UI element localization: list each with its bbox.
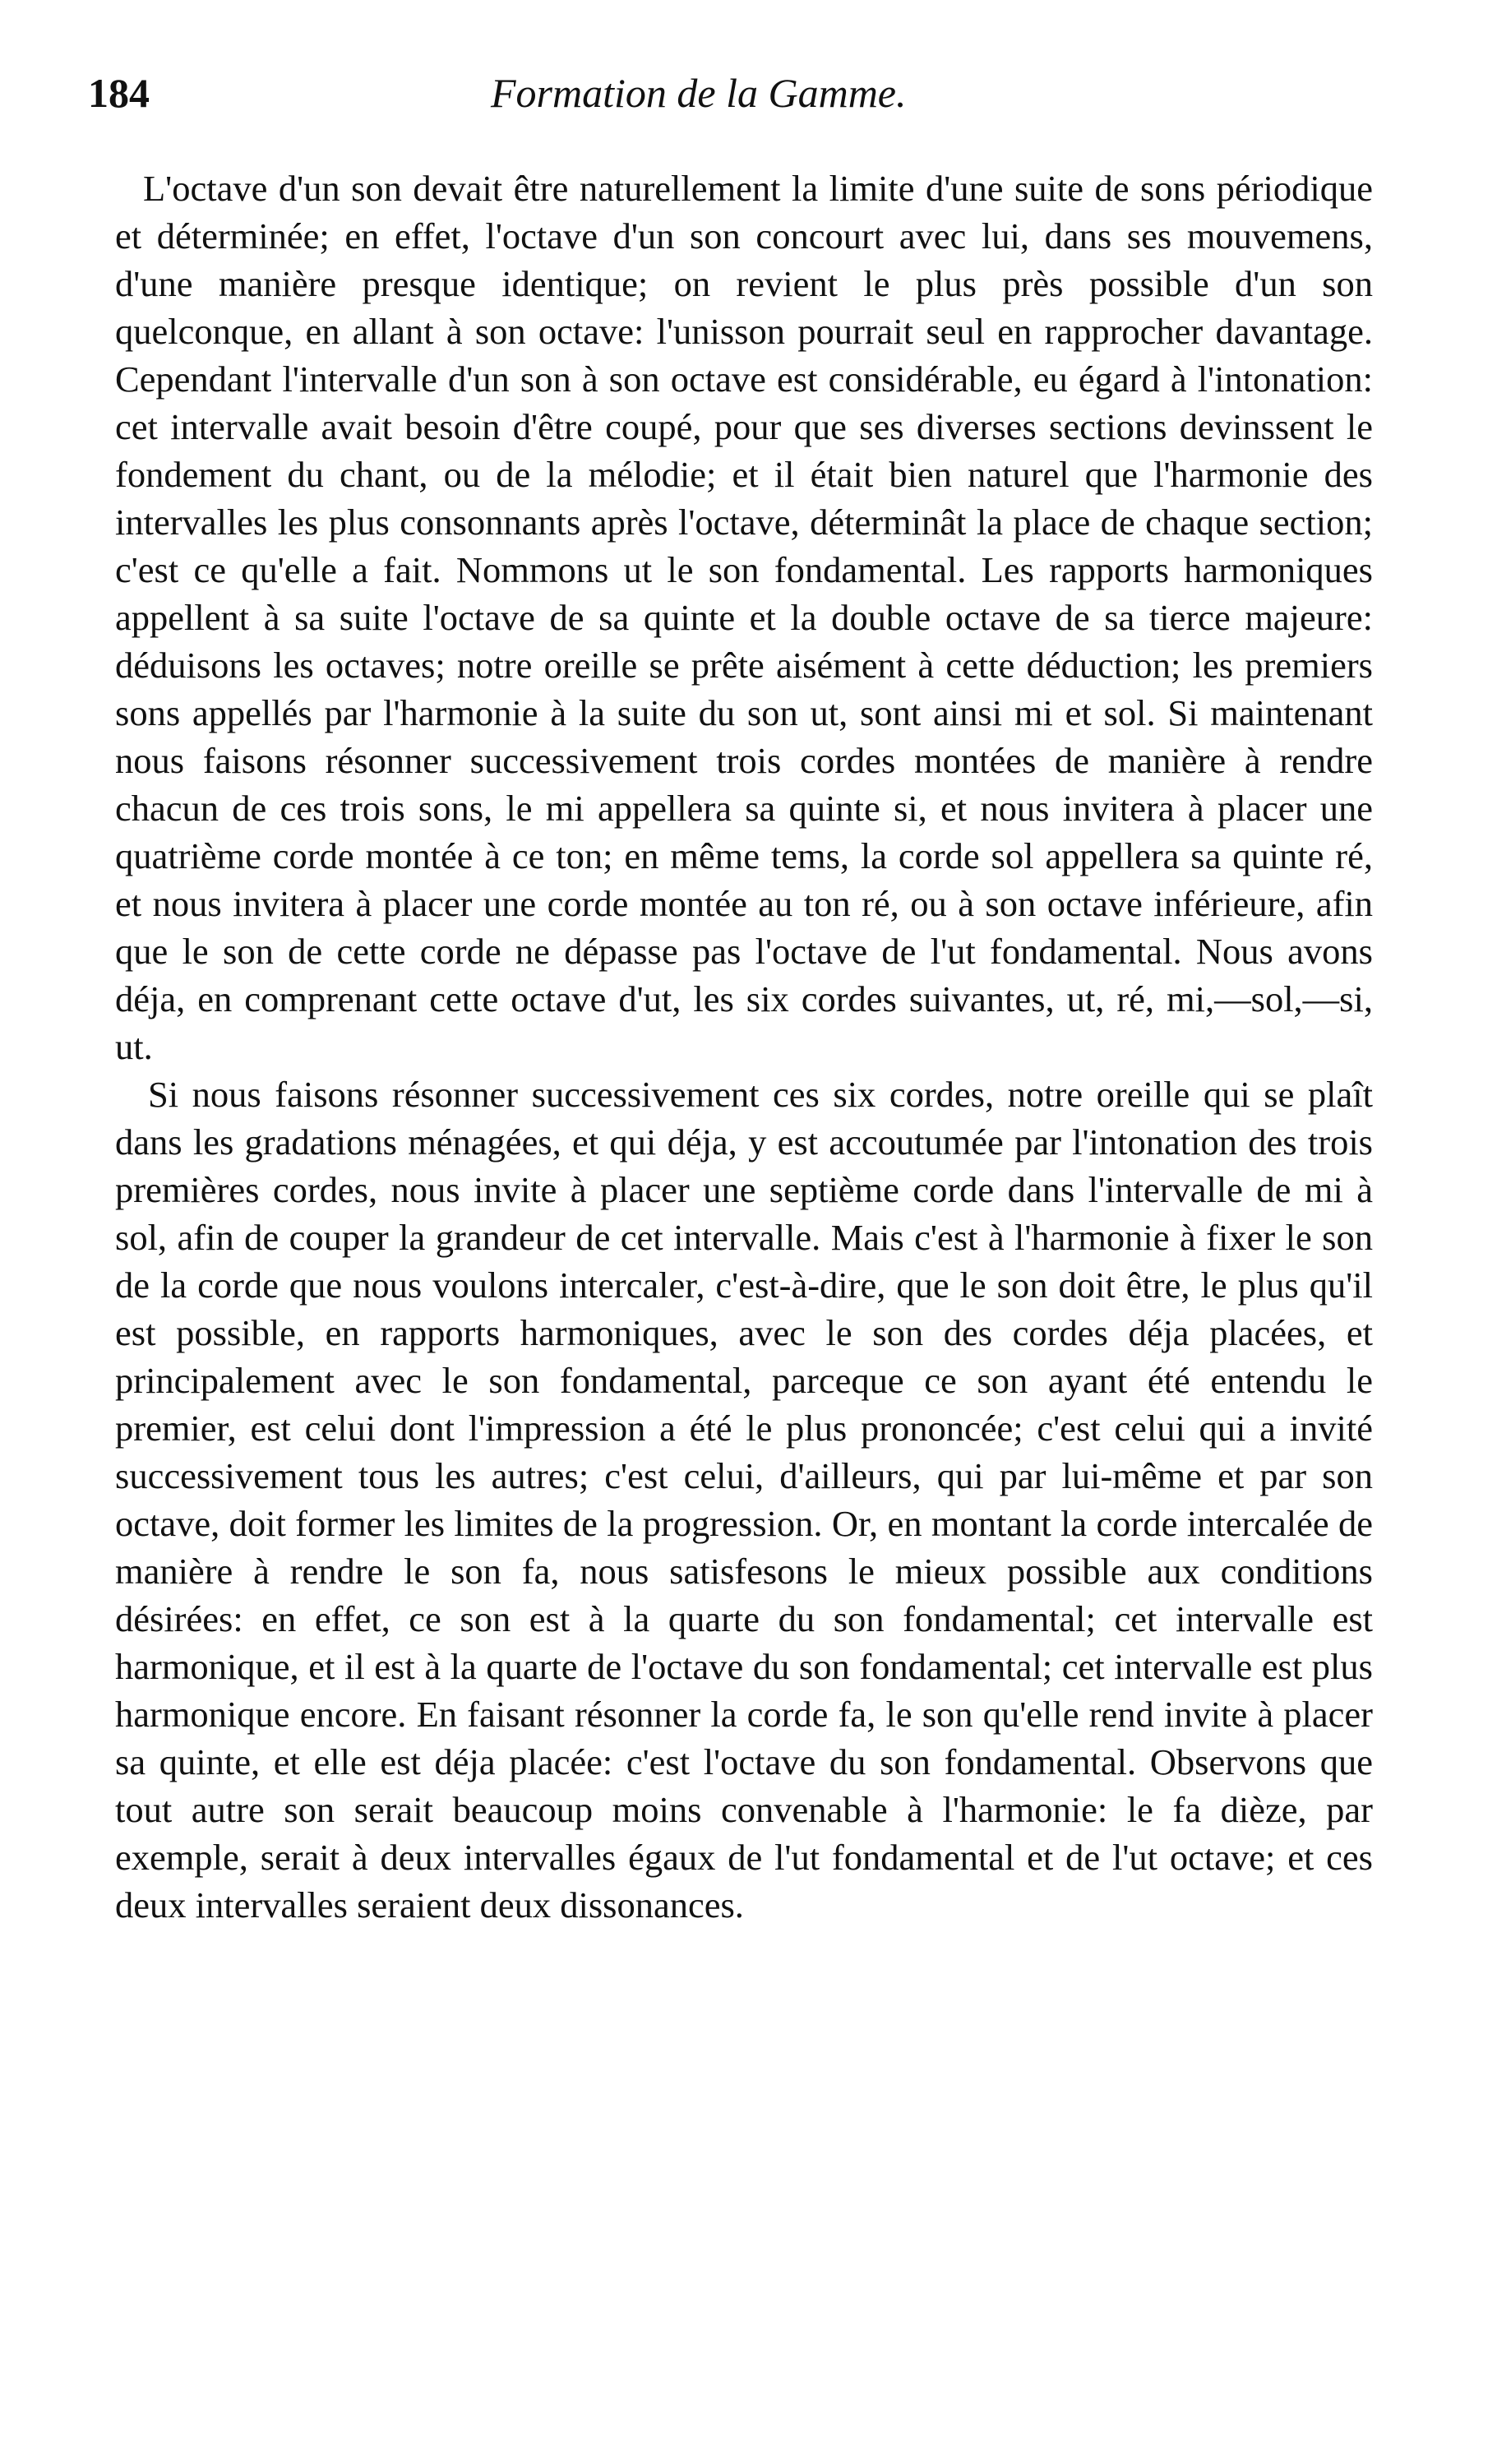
paragraph-1: L'octave d'un son devait être naturellement la limite d'une suite de sons périodique et déterminée; en effet, l'octave d'un son concourt avec lui, dans ses mouvemens, d'une manière presque identique; on revient le plus près possible d'un son quelconque, en allant à son octave: l'unisson pourrait seul en rapprocher davantage. Cependant l'intervalle d'un son à son octave est considérable, eu égard à l'intonation: cet intervalle avait besoin d'être coupé, pour que ses diverses sections devinssent le fondement du chant, ou de la mélodie; et il était bien naturel que l'harmonie des intervalles les plus consonnants après l'octave, déterminât la place de chaque section; c'est ce qu'elle a fait. Nommons ut le son fondamental. Les rapports harmoniques appellent à sa suite l'octave de sa quinte et la double octave de sa tierce majeure: déduisons les octaves; notre oreille se prête aisément à cette déduction; les premiers sons appellés par l'harmonie à la suite du son ut, sont ainsi mi et sol. Si maintenant nous faisons résonner successivement trois cordes montées de manière à rendre chacun de ces trois sons, le mi appellera sa quinte si, et nous invitera à placer une quatrième corde montée à ce ton; en même tems, la corde sol appellera sa quinte ré, et nous invitera à placer une corde montée au ton ré, ou à son octave inférieure, afin que le son de cette corde ne dépasse pas l'octave de l'ut fondamental. Nous avons déja, en comprenant cette octave d'ut, les six cordes suivantes, ut, ré, mi,—sol,—si, ut. (115, 168, 1373, 1067)
page-header (88, 67, 1387, 125)
body-text (115, 164, 1373, 1929)
page-number: 184 (88, 70, 150, 116)
running-title: Formation de la Gamme. (491, 70, 907, 116)
paragraph-2: Si nous faisons résonner successivement ces six cordes, notre oreille qui se plaît dans les gradations ménagées, et qui déja, y est accoutumée par l'intonation des trois premières cordes, nous invite à placer une septième corde dans l'intervalle de mi à sol, afin de couper la grandeur de cet intervalle. Mais c'est à l'harmonie à fixer le son de la corde que nous voulons intercaler, c'est-à-dire, que le son doit être, le plus qu'il est possible, en rapports harmoniques, avec le son des cordes déja placées, et principalement avec le son fondamental, parceque ce son ayant été entendu le premier, est celui dont l'impression a été le plus prononcée; c'est celui qui a invité successivement tous les autres; c'est celui, d'ailleurs, qui par lui-même et par son octave, doit former les limites de la progression. Or, en montant la corde intercalée de manière à rendre le son fa, nous satisfesons le mieux possible aux conditions désirées: en effet, ce son est à la quarte du son fondamental; cet intervalle est harmonique, et il est à la quarte de l'octave du son fondamental; cet intervalle est plus harmonique encore. En faisant résonner la corde fa, le son qu'elle rend invite à placer sa quinte, et elle est déja placée: c'est l'octave du son fondamental. Observons que tout autre son serait beaucoup moins convenable à l'harmonie: le fa dièze, par exemple, serait à deux intervalles égaux de l'ut fondamental et de l'ut octave; et ces deux intervalles seraient deux dissonances. (115, 1074, 1373, 1925)
